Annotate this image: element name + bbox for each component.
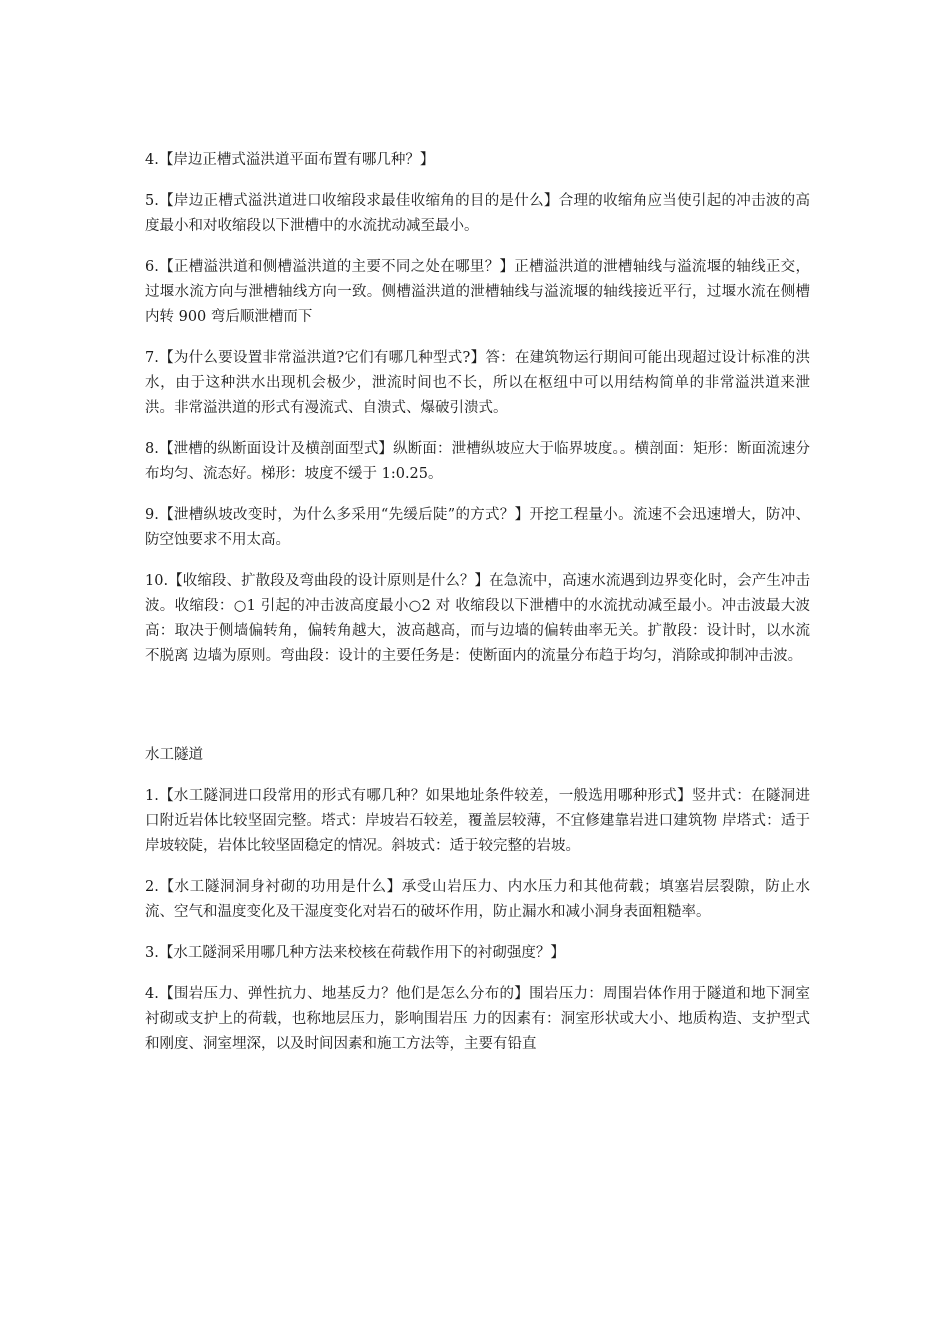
tunnel-qa-paragraph-3: 3.【水工隧洞采用哪几种方法来校核在荷载作用下的衬砌强度？】	[145, 945, 565, 961]
tunnel-qa-paragraph-4: 4.【围岩压力、弹性抗力、地基反力？他们是怎么分布的】围岩压力：周围岩体作用于隧道和地下洞室衬砌或支护上的荷载，也称地层压力，影响围岩压 力的因素有：洞室形状或大小、地质构造、支护型式和刚度、洞室埋深，以及时间因素和施工方法等，主要有铅直	[145, 986, 810, 1052]
tunnel-section	[145, 743, 810, 1057]
qa-paragraph-5: 5.【岸边正槽式溢洪道进口收缩段求最佳收缩角的目的是什么】合理的收缩角应当使引起的冲击波的高度最小和对收缩段以下泄槽中的水流扰动减至最小。	[145, 193, 810, 234]
qa-paragraph-10: 10.【收缩段、扩散段及弯曲段的设计原则是什么？】在急流中，高速水流遇到边界变化时，会产生冲击波。收缩段：○1 引起的冲击波高度最小○2 对 收缩段以下泄槽中的水流扰动减至最小。冲击波最大波高：取决于侧墙偏转角，偏转角越大，波高越高，而与边墙的偏转曲率无关。扩散段：设计时，以水流不脱离 边墙为原则。弯曲段：设计的主要任务是：使断面内的流量分布趋于均匀，消除或抑制冲击波。	[145, 573, 810, 664]
spillway-section	[145, 148, 810, 669]
tunnel-qa-paragraph-2: 2.【水工隧洞洞身衬砌的功用是什么】承受山岩压力、内水压力和其他荷载；填塞岩层裂隙，防止水流、空气和温度变化及干湿度变化对岩石的破坏作用，防止漏水和减小洞身表面粗糙率。	[145, 879, 810, 920]
qa-paragraph-8: 8.【泄槽的纵断面设计及横剖面型式】纵断面：泄槽纵坡应大于临界坡度。。横剖面：矩形：断面流速分布均匀、流态好。梯形：坡度不缓于 1:0.25。	[145, 441, 810, 482]
section-title: 水工隧道	[145, 747, 203, 763]
qa-paragraph-9: 9.【泄槽纵坡改变时，为什么多采用“先缓后陡”的方式？】开挖工程量小。流速不会迅速增大，防冲、防空蚀要求不用太高。	[145, 507, 810, 548]
qa-paragraph-6: 6.【正槽溢洪道和侧槽溢洪道的主要不同之处在哪里？】正槽溢洪道的泄槽轴线与溢流堰的轴线正交，过堰水流方向与泄槽轴线方向一致。侧槽溢洪道的泄槽轴线与溢流堰的轴线接近平行，过堰水流在侧槽内转 900 弯后顺泄槽而下	[145, 259, 810, 325]
tunnel-qa-paragraph-1: 1.【水工隧洞进口段常用的形式有哪几种？如果地址条件较差，一般选用哪种形式】竖井式：在隧洞进口附近岩体比较坚固完整。塔式：岸坡岩石较差，覆盖层较薄，不宜修建靠岩进口建筑物 岸塔式：适于岸坡较陡，岩体比较坚固稳定的情况。斜坡式：适于较完整的岩坡。	[145, 788, 810, 854]
qa-paragraph-4: 4.【岸边正槽式溢洪道平面布置有哪几种？】	[145, 152, 435, 168]
qa-paragraph-7: 7.【为什么要设置非常溢洪道?它们有哪几种型式?】答：在建筑物运行期间可能出现超过设计标准的洪水，由于这种洪水出现机会极少，泄流时间也不长，所以在枢纽中可以用结构简单的非常溢洪道来泄洪。非常溢洪道的形式有漫流式、自溃式、爆破引溃式。	[145, 350, 810, 416]
